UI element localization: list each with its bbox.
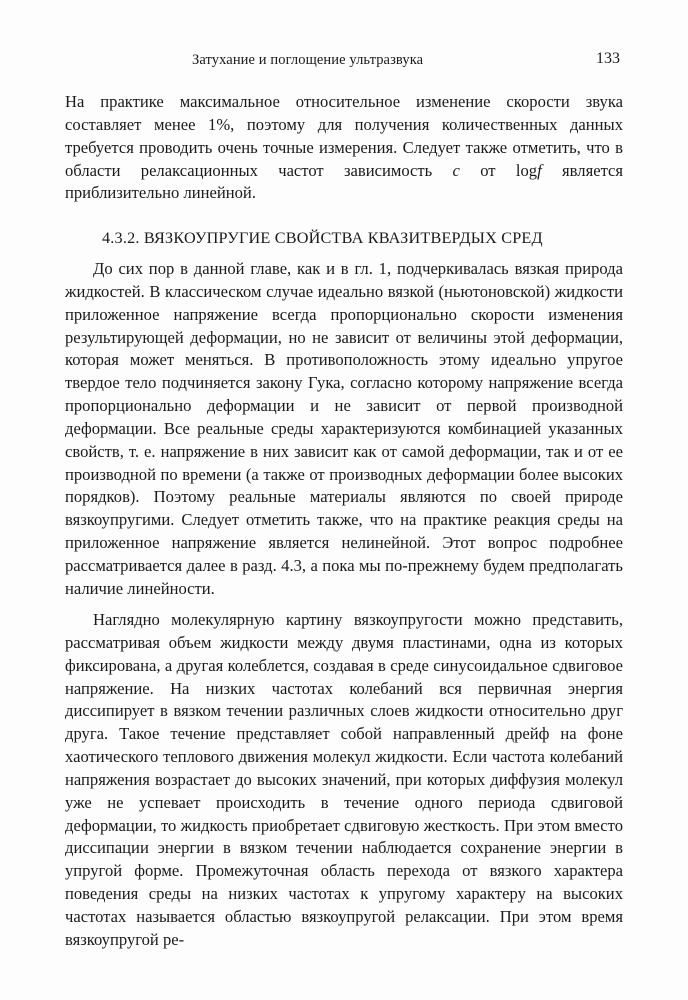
section-paragraph-2: Наглядно молекулярную картину вязкоупругости можно представить, рассматривая объем жидкости между двумя пластинами, одна из которых фиксирована, а другая колеблется, создавая в среде синусоидальное сдвиговое напряжение. На низких частотах колебаний вся первичная энергия диссипирует в вязком течении различных слоев жидкости относительно друг друга. Такое течение представляет собой направленный дрейф на фоне хаотического теплового движения молекул жидкости. Если частота колебаний напряжения возрастает до высоких значений, при которых диффузия молекул уже не успевает происходить в течение одного периода сдвиговой деформации, то жидкость приобретает сдвиговую жесткость. При этом вместо диссипации энергии в вязком течении наблюдается сохранение энергии в упругой форме. Промежуточная область перехода от вязкого характера поведения среды на низких частотах к упругому характеру на высоких частотах называется областью вязкоупругой релаксации. При этом время вязкоупругой ре- [65,610,623,949]
intro-text: На практике максимальное относительное изменение скорости звука составляет менее 1%, поэтому для получения количественных данных требуется проводить очень точные измерения. Следует также отметить, что в области релаксационных частот зависимость [65,92,623,180]
section-paragraph-1: До сих пор в данной главе, как и в гл. 1, подчеркивалась вязкая природа жидкостей. В классическом случае идеально вязкой (ньютоновской) жидкости приложенное напряжение всегда пропорционально скорости изменения результирующей деформации, но не зависит от величины этой деформации, которая может меняться. В противоположность этому идеально упругое твердое тело подчиняется закону Гука, согласно которому напряжение всегда пропорционально деформации и не зависит от первой производной деформации. Все реальные среды характеризуются комбинацией указанных свойств, т. е. напряжение в них зависит как от самой деформации, так и от ее производной по времени (а также от производных деформации более высоких порядков). Поэтому реальные материалы являются по своей природе вязкоупругими. Следует отметить также, что на практике реакция среды на приложенное напряжение является нелинейной. Этот вопрос подробнее рассматривается далее в разд. 4.3, а пока мы по-прежнему будем предполагать наличие линейности. [65,259,623,598]
log-word: log [515,160,538,180]
variable-f: f [537,160,542,180]
running-head: Затухание и поглощение ультразвука [192,52,424,68]
intro-text-from: от [480,160,496,180]
section-heading: 4.3.2. ВЯЗКОУПРУГИЕ СВОЙСТВА КВАЗИТВЕРДЫХ СРЕД [102,229,543,247]
page-number: 133 [596,50,620,67]
intro-text-end: является приблизительно линейной. [65,160,624,203]
intro-paragraph [65,91,623,205]
variable-c: c [452,160,460,180]
